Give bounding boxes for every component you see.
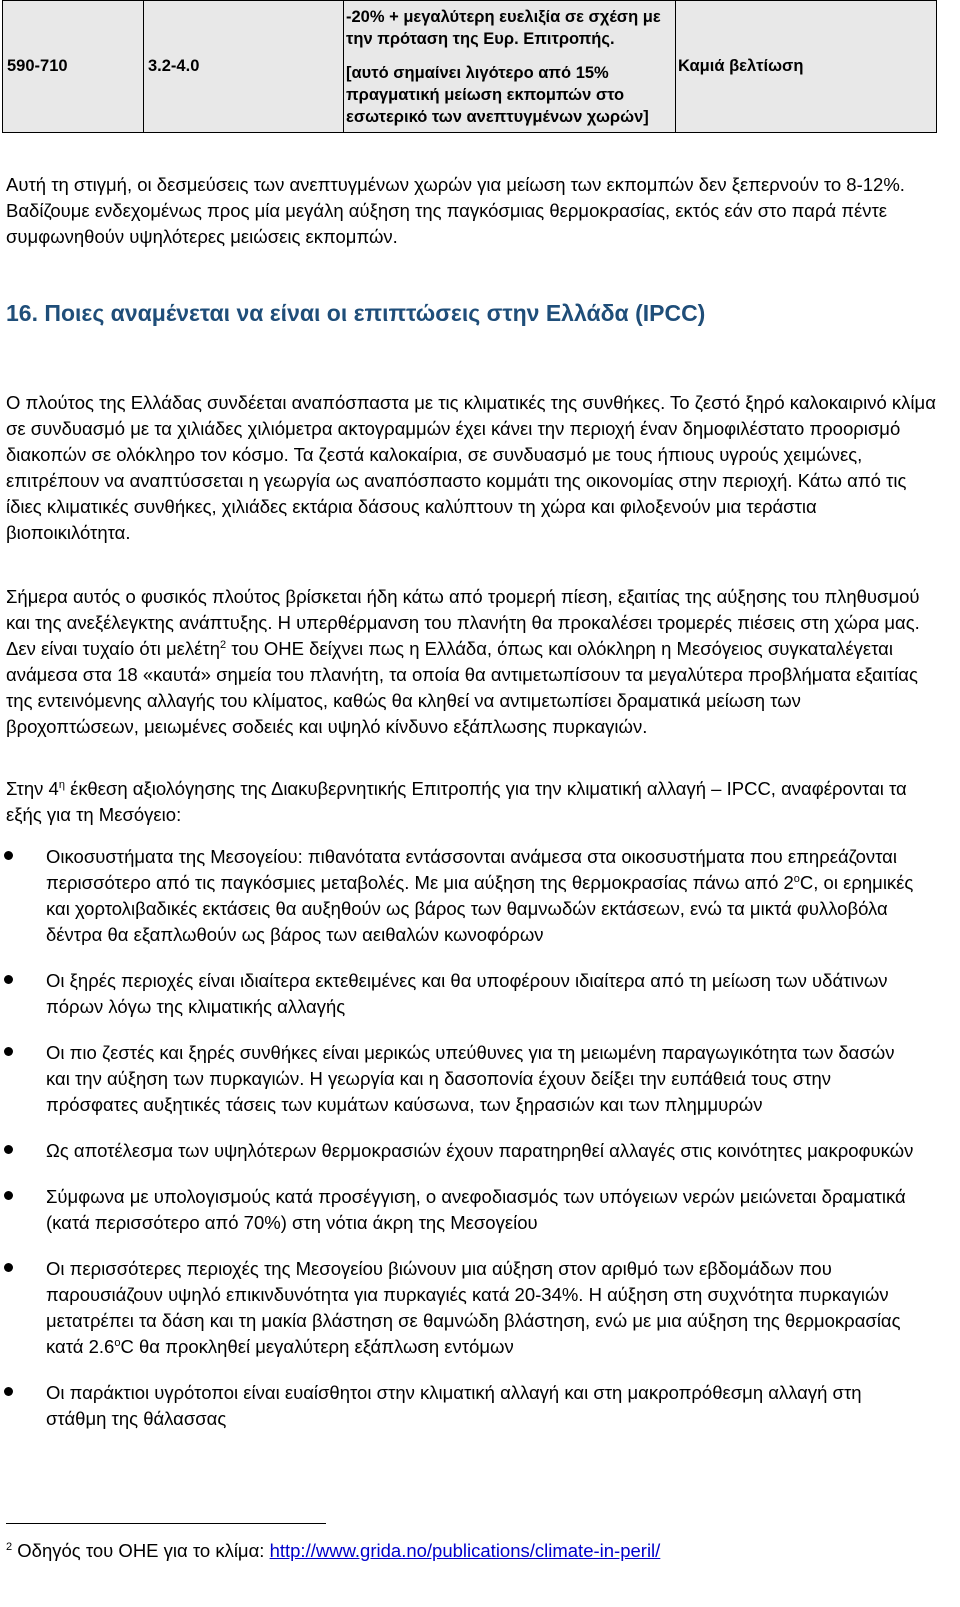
paragraph-2 [6,584,936,740]
list-item [0,1380,920,1432]
paragraph-2-text-b: του ΟΗΕ δείχνει πως η Ελλάδα, όπως και ολόκληρη η Μεσόγειος συγκαταλέγεται ανάμεσα στα 18 «καυτά» σημεία του πλανήτη, τα οποία θα αντιμετωπίσουν τα μεγαλύτερα προβλήματα εξαιτίας της εντεινόμενης αλλαγής του κλίματος, καθώς θα κληθεί να αντιμετωπίσει δραματικά μείωση των βροχοπτώσεων, μειωμένες σοδειές και υψηλό κίνδυνο εξάπλωσης πυρκαγιών. [6,638,918,737]
footnote-separator [6,1523,326,1524]
bullet-icon [4,851,13,860]
list-item-text: Σύμφωνα με υπολογισμούς κατά προσέγγιση, ο ανεφοδιασμός των υπόγειων νερών μειώνεται δραματικά (κατά περισσότερο από 70%) στη νότια άκρη της Μεσογείου [46,1186,906,1233]
list-item-text: Οι παράκτιοι υγρότοποι είναι ευαίσθητοι στην κλιματική αλλαγή και στη μακροπρόθεσμη αλλαγή στη στάθμη της θάλασσας [46,1382,862,1429]
bullet-icon [4,1145,13,1154]
list-item [0,1184,920,1236]
bullet-icon [4,1387,13,1396]
list-item-superscript: ο [793,872,800,885]
intro-paragraph: Αυτή τη στιγμή, οι δεσμεύσεις των ανεπτυγμένων χωρών για μείωση των εκπομπών δεν ξεπερνούν το 8-12%. Βαδίζουμε ενδεχομένως προς μία μεγάλη αύξηση της παγκόσμιας θερμοκρασίας, εκτός εάν στο παρά πέντε συμφωνηθούν υψηλότερες μειώσεις εκπομπών. [6,174,905,247]
list-item-text-cont: C, οι ερημικές και χορτολιβαδικές εκτάσεις θα αυξηθούν ως βάρος των θαμνωδών εκτάσεων, ενώ τα μικτά φυλλοβόλα δέντρα θα εξαπλωθούν ως βάρος των αειθαλών κωνοφόρων [46,872,914,945]
paragraph-1: Ο πλούτος της Ελλάδας συνδέεται αναπόσπαστα με τις κλιματικές της συνθήκες. Το ζεστό ξηρό καλοκαιρινό κλίμα σε συνδυασμό με τα χιλιάδες χιλιόμετρα ακτογραμμών έχει κάνει την περιοχή έναν δημοφιλέστατο προορισμό διακοπών σε ολόκληρο τον κόσμο. Τα ζεστά καλοκαίρια, σε συνδυασμό με τους ήπιους υγρούς χειμώνες, επιτρέπουν να αναπτύσσεται η γεωργία ως αναπόσπαστο κομμάτι της οικονομίας στην περιοχή. Κάτω από τις ίδιες κλιματικές συνθήκες, χιλιάδες εκτάρια δάσους καλύπτουν τη χώρα και φιλοξενούν μια τεράστια βιοποικιλότητα. [6,392,936,543]
table-cell-description-line2: [αυτό σημαίνει λιγότερο από 15% πραγματική μείωση εκπομπών στο εσωτερικό των ανεπτυγμένων χωρών] [346,63,649,126]
footnote [6,1538,660,1564]
list-item [0,1256,920,1360]
list-item-text: Οι περισσότερες περιοχές της Μεσογείου βιώνουν μια αύξηση στον αριθμό των εβδομάδων που παρουσιάζουν υψηλό επικινδυνότητα για πυρκαγιές κατά 20-34%. Η αύξηση στη συχνότητα πυρκαγιών μετατρέπει τα δάση και τη μακία βλάστηση σε θαμνώδη βλάστηση, ενώ με μια αύξηση της θερμοκρασίας κατά 2.6 [46,1258,901,1357]
comparison-table [2,0,937,133]
list-item-text: Ως αποτέλεσμα των υψηλότερων θερμοκρασιών έχουν παρατηρηθεί αλλαγές στις κοινότητες μακροφυκών [46,1140,914,1161]
section-heading: 16. Ποιες αναμένεται να είναι οι επιπτώσεις στην Ελλάδα (IPCC) [6,300,706,326]
list-item-text: Οι πιο ζεστές και ξηρές συνθήκες είναι μερικώς υπεύθυνες για τη μειωμένη παραγωγικότητα των δασών και την αύξηση των πυρκαγιών. Η γεωργία και η δασοπονία έχουν δείξει την ευπάθειά τους στην πρόσφατες αυξητικές τάσεις των κυμάτων καύσωνα, των ξηρασιών και των πλημμυρών [46,1042,895,1115]
bullet-icon [4,1191,13,1200]
list-item-text: Οικοσυστήματα της Μεσογείου: πιθανότατα εντάσσονται ανάμεσα στα οικοσυστήματα που επηρεάζονται περισσότερο από τις παγκόσμιες μεταβολές. Με μια αύξηση της θερμοκρασίας πάνω από 2 [46,846,897,893]
bullet-icon [4,975,13,984]
paragraph-3-text-a: Στην 4 [6,778,59,799]
list-item-text: Οι ξηρές περιοχές είναι ιδιαίτερα εκτεθειμένες και θα υποφέρουν ιδιαίτερα από τη μείωση των υδάτινων πόρων λόγω της κλιματικής αλλαγής [46,970,888,1017]
list-item [0,1138,920,1164]
table-cell-assessment: Καμιά βελτίωση [676,1,937,133]
table-cell-temperature: 3.2-4.0 [144,1,344,133]
paragraph-2-text-a: Σήμερα αυτός ο φυσικός πλούτος βρίσκεται ήδη κάτω από τρομερή πίεση, εξαιτίας της αύξησης του πληθυσμού και της ανεξέλεγκτης ανάπτυξης. Η υπερθέρμανση του πλανήτη θα προκαλέσει τρομερές πιέσεις στη χώρα μας. Δεν είναι τυχαίο ότι μελέτη [6,586,920,659]
paragraph-3-text-b: έκθεση αξιολόγησης της Διακυβερνητικής Επιτροπής για την κλιματική αλλαγή – IPCC, αναφέρονται τα εξής για τη Μεσόγειο: [6,778,907,825]
impacts-list [0,844,920,1432]
footnote-text: Οδηγός του ΟΗΕ για το κλίμα: [12,1540,270,1561]
bullet-icon [4,1263,13,1272]
list-item [0,968,920,1020]
footnote-number: 2 [6,1540,13,1553]
list-item-superscript: ο [114,1336,121,1349]
bullet-icon [4,1047,13,1056]
footnote-reference[interactable]: 2 [220,638,227,651]
paragraph-3-superscript: η [58,778,65,791]
table-cell-description [344,1,676,133]
paragraph-3 [6,776,936,828]
list-item [0,1040,920,1118]
list-item-text-cont: C θα προκληθεί μεγαλύτερη εξάπλωση εντόμων [120,1336,514,1357]
footnote-link[interactable]: http://www.grida.no/publications/climate-in-peril/ [269,1540,661,1561]
list-item [0,844,920,948]
table-cell-description-line1: -20% + μεγαλύτερη ευελιξία σε σχέση με την πρόταση της Ευρ. Επιτροπής. [346,7,661,48]
table-row [3,1,937,133]
table-cell-emissions: 590-710 [3,1,144,133]
